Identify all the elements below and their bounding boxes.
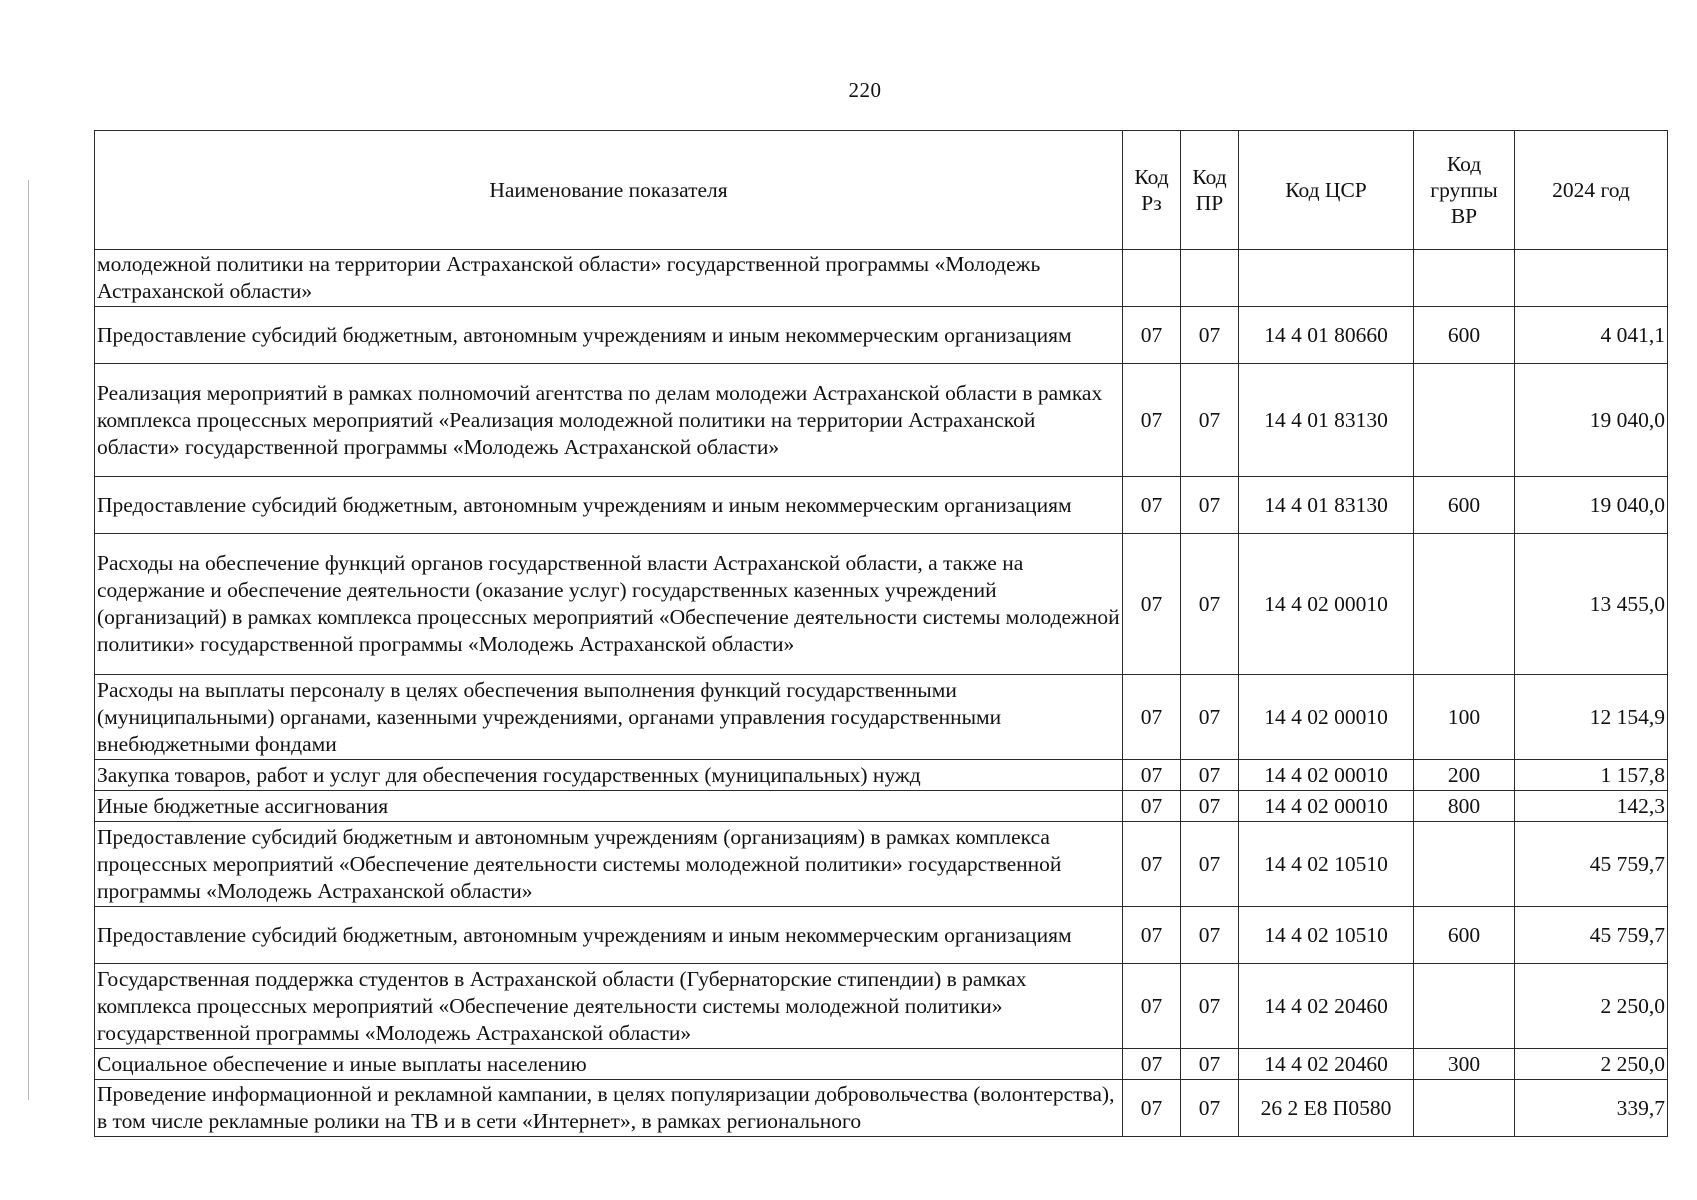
row-rz: 07 [1123, 534, 1181, 675]
row-rz: 07 [1123, 791, 1181, 822]
row-name: Социальное обеспечение и иные выплаты населению [95, 1049, 1123, 1080]
row-name: Государственная поддержка студентов в Астраханской области (Губернаторские стипендии) в рамках комплекса процессных мероприятий «Обеспечение деятельности системы молодежной политики» государственной программы «Молодежь Астраханской области» [95, 964, 1123, 1049]
page-number: 220 [848, 78, 882, 102]
table-row [95, 822, 1668, 907]
row-vr: 100 [1414, 675, 1515, 760]
row-amount: 19 040,0 [1515, 364, 1668, 477]
row-pr [1181, 250, 1239, 307]
row-vr [1414, 534, 1515, 675]
row-name: Расходы на обеспечение функций органов государственной власти Астраханской области, а также на содержание и обеспечение деятельности (оказание услуг) государственных казенных учреждений (организаций) в рамках комплекса процессных мероприятий «Обеспечение деятельности системы молодежной политики» государственной программы «Молодежь Астраханской области» [95, 534, 1123, 675]
row-name: Закупка товаров, работ и услуг для обеспечения государственных (муниципальных) нужд [95, 760, 1123, 791]
header-year: 2024 год [1515, 131, 1668, 250]
row-name: Предоставление субсидий бюджетным, автономным учреждениям и иным некоммерческим организациям [95, 477, 1123, 534]
row-vr: 800 [1414, 791, 1515, 822]
row-amount: 1 157,8 [1515, 760, 1668, 791]
row-vr: 600 [1414, 907, 1515, 964]
table-row [95, 307, 1668, 364]
row-csr: 14 4 02 10510 [1239, 907, 1414, 964]
binding-margin-line [28, 180, 29, 1100]
row-csr: 14 4 01 83130 [1239, 477, 1414, 534]
table-header-row [95, 131, 1668, 250]
row-vr [1414, 1080, 1515, 1137]
row-amount [1515, 250, 1668, 307]
row-amount: 339,7 [1515, 1080, 1668, 1137]
row-vr: 600 [1414, 477, 1515, 534]
row-amount: 45 759,7 [1515, 907, 1668, 964]
row-pr: 07 [1181, 477, 1239, 534]
row-vr: 300 [1414, 1049, 1515, 1080]
row-rz: 07 [1123, 822, 1181, 907]
row-amount: 4 041,1 [1515, 307, 1668, 364]
row-rz: 07 [1123, 675, 1181, 760]
row-vr: 600 [1414, 307, 1515, 364]
row-name: молодежной политики на территории Астраханской области» государственной программы «Молодежь Астраханской области» [95, 250, 1123, 307]
row-csr: 26 2 E8 П0580 [1239, 1080, 1414, 1137]
row-vr [1414, 250, 1515, 307]
row-vr [1414, 822, 1515, 907]
row-pr: 07 [1181, 675, 1239, 760]
row-amount: 45 759,7 [1515, 822, 1668, 907]
row-vr: 200 [1414, 760, 1515, 791]
row-rz: 07 [1123, 1049, 1181, 1080]
row-csr: 14 4 02 00010 [1239, 760, 1414, 791]
row-csr [1239, 250, 1414, 307]
table-row [95, 791, 1668, 822]
row-pr: 07 [1181, 364, 1239, 477]
row-name: Предоставление субсидий бюджетным и автономным учреждениям (организациям) в рамках комплекса процессных мероприятий «Обеспечение деятельности системы молодежной политики» государственной программы «Молодежь Астраханской области» [95, 822, 1123, 907]
row-amount: 2 250,0 [1515, 964, 1668, 1049]
table-row [95, 964, 1668, 1049]
row-csr: 14 4 01 83130 [1239, 364, 1414, 477]
row-csr: 14 4 01 80660 [1239, 307, 1414, 364]
table-row [95, 1080, 1668, 1137]
row-csr: 14 4 02 00010 [1239, 534, 1414, 675]
row-csr: 14 4 02 00010 [1239, 791, 1414, 822]
header-csr: Код ЦСР [1239, 131, 1414, 250]
row-name: Иные бюджетные ассигнования [95, 791, 1123, 822]
row-pr: 07 [1181, 1049, 1239, 1080]
row-pr: 07 [1181, 907, 1239, 964]
row-rz: 07 [1123, 477, 1181, 534]
row-amount: 142,3 [1515, 791, 1668, 822]
row-pr: 07 [1181, 760, 1239, 791]
row-csr: 14 4 02 10510 [1239, 822, 1414, 907]
table-row [95, 477, 1668, 534]
header-name: Наименование показателя [95, 131, 1123, 250]
row-rz [1123, 250, 1181, 307]
row-name: Предоставление субсидий бюджетным, автономным учреждениям и иным некоммерческим организациям [95, 907, 1123, 964]
budget-table [94, 130, 1668, 1137]
row-pr: 07 [1181, 307, 1239, 364]
row-rz: 07 [1123, 907, 1181, 964]
row-amount: 13 455,0 [1515, 534, 1668, 675]
row-name: Проведение информационной и рекламной кампании, в целях популяризации добровольчества (волонтерства), в том числе рекламные ролики на ТВ и в сети «Интернет», в рамках регионального [95, 1080, 1123, 1137]
table-row [95, 675, 1668, 760]
row-name: Расходы на выплаты персоналу в целях обеспечения выполнения функций государственными (муниципальными) органами, казенными учреждениями, органами управления государственными внебюджетными фондами [95, 675, 1123, 760]
table-row [95, 1049, 1668, 1080]
row-csr: 14 4 02 20460 [1239, 964, 1414, 1049]
row-name: Реализация мероприятий в рамках полномочий агентства по делам молодежи Астраханской области в рамках комплекса процессных мероприятий «Реализация молодежной политики на территории Астраханской области» государственной программы «Молодежь Астраханской области» [95, 364, 1123, 477]
table-row [95, 534, 1668, 675]
row-pr: 07 [1181, 964, 1239, 1049]
row-pr: 07 [1181, 1080, 1239, 1137]
table-row [95, 907, 1668, 964]
row-vr [1414, 364, 1515, 477]
table-row [95, 364, 1668, 477]
header-pr: Код ПР [1181, 131, 1239, 250]
row-amount: 19 040,0 [1515, 477, 1668, 534]
row-csr: 14 4 02 20460 [1239, 1049, 1414, 1080]
row-csr: 14 4 02 00010 [1239, 675, 1414, 760]
row-rz: 07 [1123, 760, 1181, 791]
table-row [95, 760, 1668, 791]
row-pr: 07 [1181, 534, 1239, 675]
row-pr: 07 [1181, 822, 1239, 907]
row-rz: 07 [1123, 307, 1181, 364]
row-name: Предоставление субсидий бюджетным, автономным учреждениям и иным некоммерческим организациям [95, 307, 1123, 364]
row-amount: 2 250,0 [1515, 1049, 1668, 1080]
header-rz: Код Рз [1123, 131, 1181, 250]
row-rz: 07 [1123, 964, 1181, 1049]
row-rz: 07 [1123, 364, 1181, 477]
row-vr [1414, 964, 1515, 1049]
row-pr: 07 [1181, 791, 1239, 822]
table-row [95, 250, 1668, 307]
row-amount: 12 154,9 [1515, 675, 1668, 760]
row-rz: 07 [1123, 1080, 1181, 1137]
header-vr: Код группы ВР [1414, 131, 1515, 250]
